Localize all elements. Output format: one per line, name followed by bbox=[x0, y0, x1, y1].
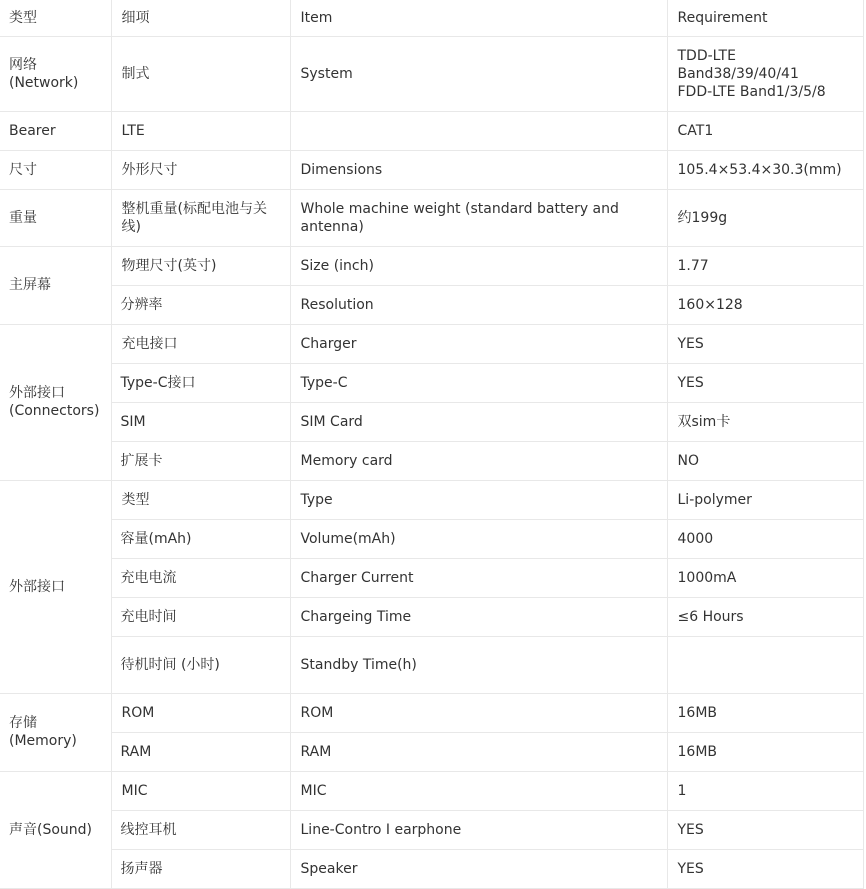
item-cell: Size (inch) bbox=[290, 246, 667, 285]
item-cell: Line-Contro I earphone bbox=[290, 810, 667, 849]
table-row bbox=[0, 558, 863, 597]
item-cell: Type bbox=[290, 480, 667, 519]
item-cell bbox=[290, 111, 667, 150]
item-cell: Standby Time(h) bbox=[290, 636, 667, 693]
header-type: 类型 bbox=[0, 0, 111, 36]
detail-cell: 类型 bbox=[111, 480, 290, 519]
requirement-cell: TDD-LTE Band38/39/40/41 FDD-LTE Band1/3/5/8 bbox=[667, 36, 863, 111]
item-cell: MIC bbox=[290, 771, 667, 810]
category-cell: 存储 (Memory) bbox=[0, 693, 111, 771]
table-row bbox=[0, 246, 863, 285]
table-row bbox=[0, 732, 863, 771]
detail-cell: 物理尺寸(英寸) bbox=[111, 246, 290, 285]
detail-cell: MIC bbox=[111, 771, 290, 810]
detail-cell: 扬声器 bbox=[111, 849, 290, 888]
table-row bbox=[0, 693, 863, 732]
detail-cell: SIM bbox=[111, 402, 290, 441]
requirement-cell: 约199g bbox=[667, 189, 863, 246]
table-row bbox=[0, 849, 863, 888]
requirement-cell: ≤6 Hours bbox=[667, 597, 863, 636]
detail-cell: 分辨率 bbox=[111, 285, 290, 324]
table-row bbox=[0, 36, 863, 111]
table-header-row bbox=[0, 0, 863, 36]
header-requirement: Requirement bbox=[667, 0, 863, 36]
header-detail: 细项 bbox=[111, 0, 290, 36]
requirement-cell: 1.77 bbox=[667, 246, 863, 285]
detail-cell: LTE bbox=[111, 111, 290, 150]
requirement-cell: 105.4×53.4×30.3(mm) bbox=[667, 150, 863, 189]
table-row bbox=[0, 441, 863, 480]
item-cell: System bbox=[290, 36, 667, 111]
table-row bbox=[0, 402, 863, 441]
item-cell: Type-C bbox=[290, 363, 667, 402]
requirement-cell: 16MB bbox=[667, 693, 863, 732]
requirement-cell: YES bbox=[667, 849, 863, 888]
table-row bbox=[0, 363, 863, 402]
table-row bbox=[0, 480, 863, 519]
category-cell: Bearer bbox=[0, 111, 111, 150]
category-cell: 主屏幕 bbox=[0, 246, 111, 324]
item-cell: RAM bbox=[290, 732, 667, 771]
requirement-cell: 16MB bbox=[667, 732, 863, 771]
table-row bbox=[0, 519, 863, 558]
category-cell: 外部接口 (Connectors) bbox=[0, 324, 111, 480]
requirement-cell: CAT1 bbox=[667, 111, 863, 150]
table-row bbox=[0, 111, 863, 150]
requirement-cell: YES bbox=[667, 810, 863, 849]
detail-cell: 制式 bbox=[111, 36, 290, 111]
detail-cell: 充电电流 bbox=[111, 558, 290, 597]
item-cell: ROM bbox=[290, 693, 667, 732]
category-cell: 声音(Sound) bbox=[0, 771, 111, 888]
item-cell: Memory card bbox=[290, 441, 667, 480]
table-row bbox=[0, 324, 863, 363]
table-row bbox=[0, 597, 863, 636]
item-cell: Charger Current bbox=[290, 558, 667, 597]
category-cell: 网络 (Network) bbox=[0, 36, 111, 111]
category-cell: 外部接口 bbox=[0, 480, 111, 693]
detail-cell: 整机重量(标配电池与关线) bbox=[111, 189, 290, 246]
requirement-cell: 1000mA bbox=[667, 558, 863, 597]
requirement-cell: YES bbox=[667, 363, 863, 402]
requirement-cell: 4000 bbox=[667, 519, 863, 558]
table-row bbox=[0, 189, 863, 246]
requirement-cell: YES bbox=[667, 324, 863, 363]
detail-cell: 线控耳机 bbox=[111, 810, 290, 849]
requirement-cell bbox=[667, 636, 863, 693]
detail-cell: 扩展卡 bbox=[111, 441, 290, 480]
detail-cell: 容量(mAh) bbox=[111, 519, 290, 558]
category-cell: 重量 bbox=[0, 189, 111, 246]
table-row bbox=[0, 636, 863, 693]
item-cell: Volume(mAh) bbox=[290, 519, 667, 558]
requirement-cell: Li-polymer bbox=[667, 480, 863, 519]
requirement-cell: NO bbox=[667, 441, 863, 480]
detail-cell: Type-C接口 bbox=[111, 363, 290, 402]
detail-cell: 外形尺寸 bbox=[111, 150, 290, 189]
detail-cell: RAM bbox=[111, 732, 290, 771]
table-row bbox=[0, 810, 863, 849]
item-cell: Whole machine weight (standard battery and antenna) bbox=[290, 189, 667, 246]
item-cell: Charger bbox=[290, 324, 667, 363]
table-row bbox=[0, 285, 863, 324]
item-cell: Resolution bbox=[290, 285, 667, 324]
requirement-cell: 双sim卡 bbox=[667, 402, 863, 441]
item-cell: SIM Card bbox=[290, 402, 667, 441]
requirement-cell: 160×128 bbox=[667, 285, 863, 324]
detail-cell: ROM bbox=[111, 693, 290, 732]
item-cell: Chargeing Time bbox=[290, 597, 667, 636]
category-cell: 尺寸 bbox=[0, 150, 111, 189]
requirement-cell: 1 bbox=[667, 771, 863, 810]
table-row bbox=[0, 150, 863, 189]
item-cell: Speaker bbox=[290, 849, 667, 888]
detail-cell: 充电时间 bbox=[111, 597, 290, 636]
item-cell: Dimensions bbox=[290, 150, 667, 189]
detail-cell: 充电接口 bbox=[111, 324, 290, 363]
header-item: Item bbox=[290, 0, 667, 36]
detail-cell: 待机时间 (小时) bbox=[111, 636, 290, 693]
table-row bbox=[0, 771, 863, 810]
